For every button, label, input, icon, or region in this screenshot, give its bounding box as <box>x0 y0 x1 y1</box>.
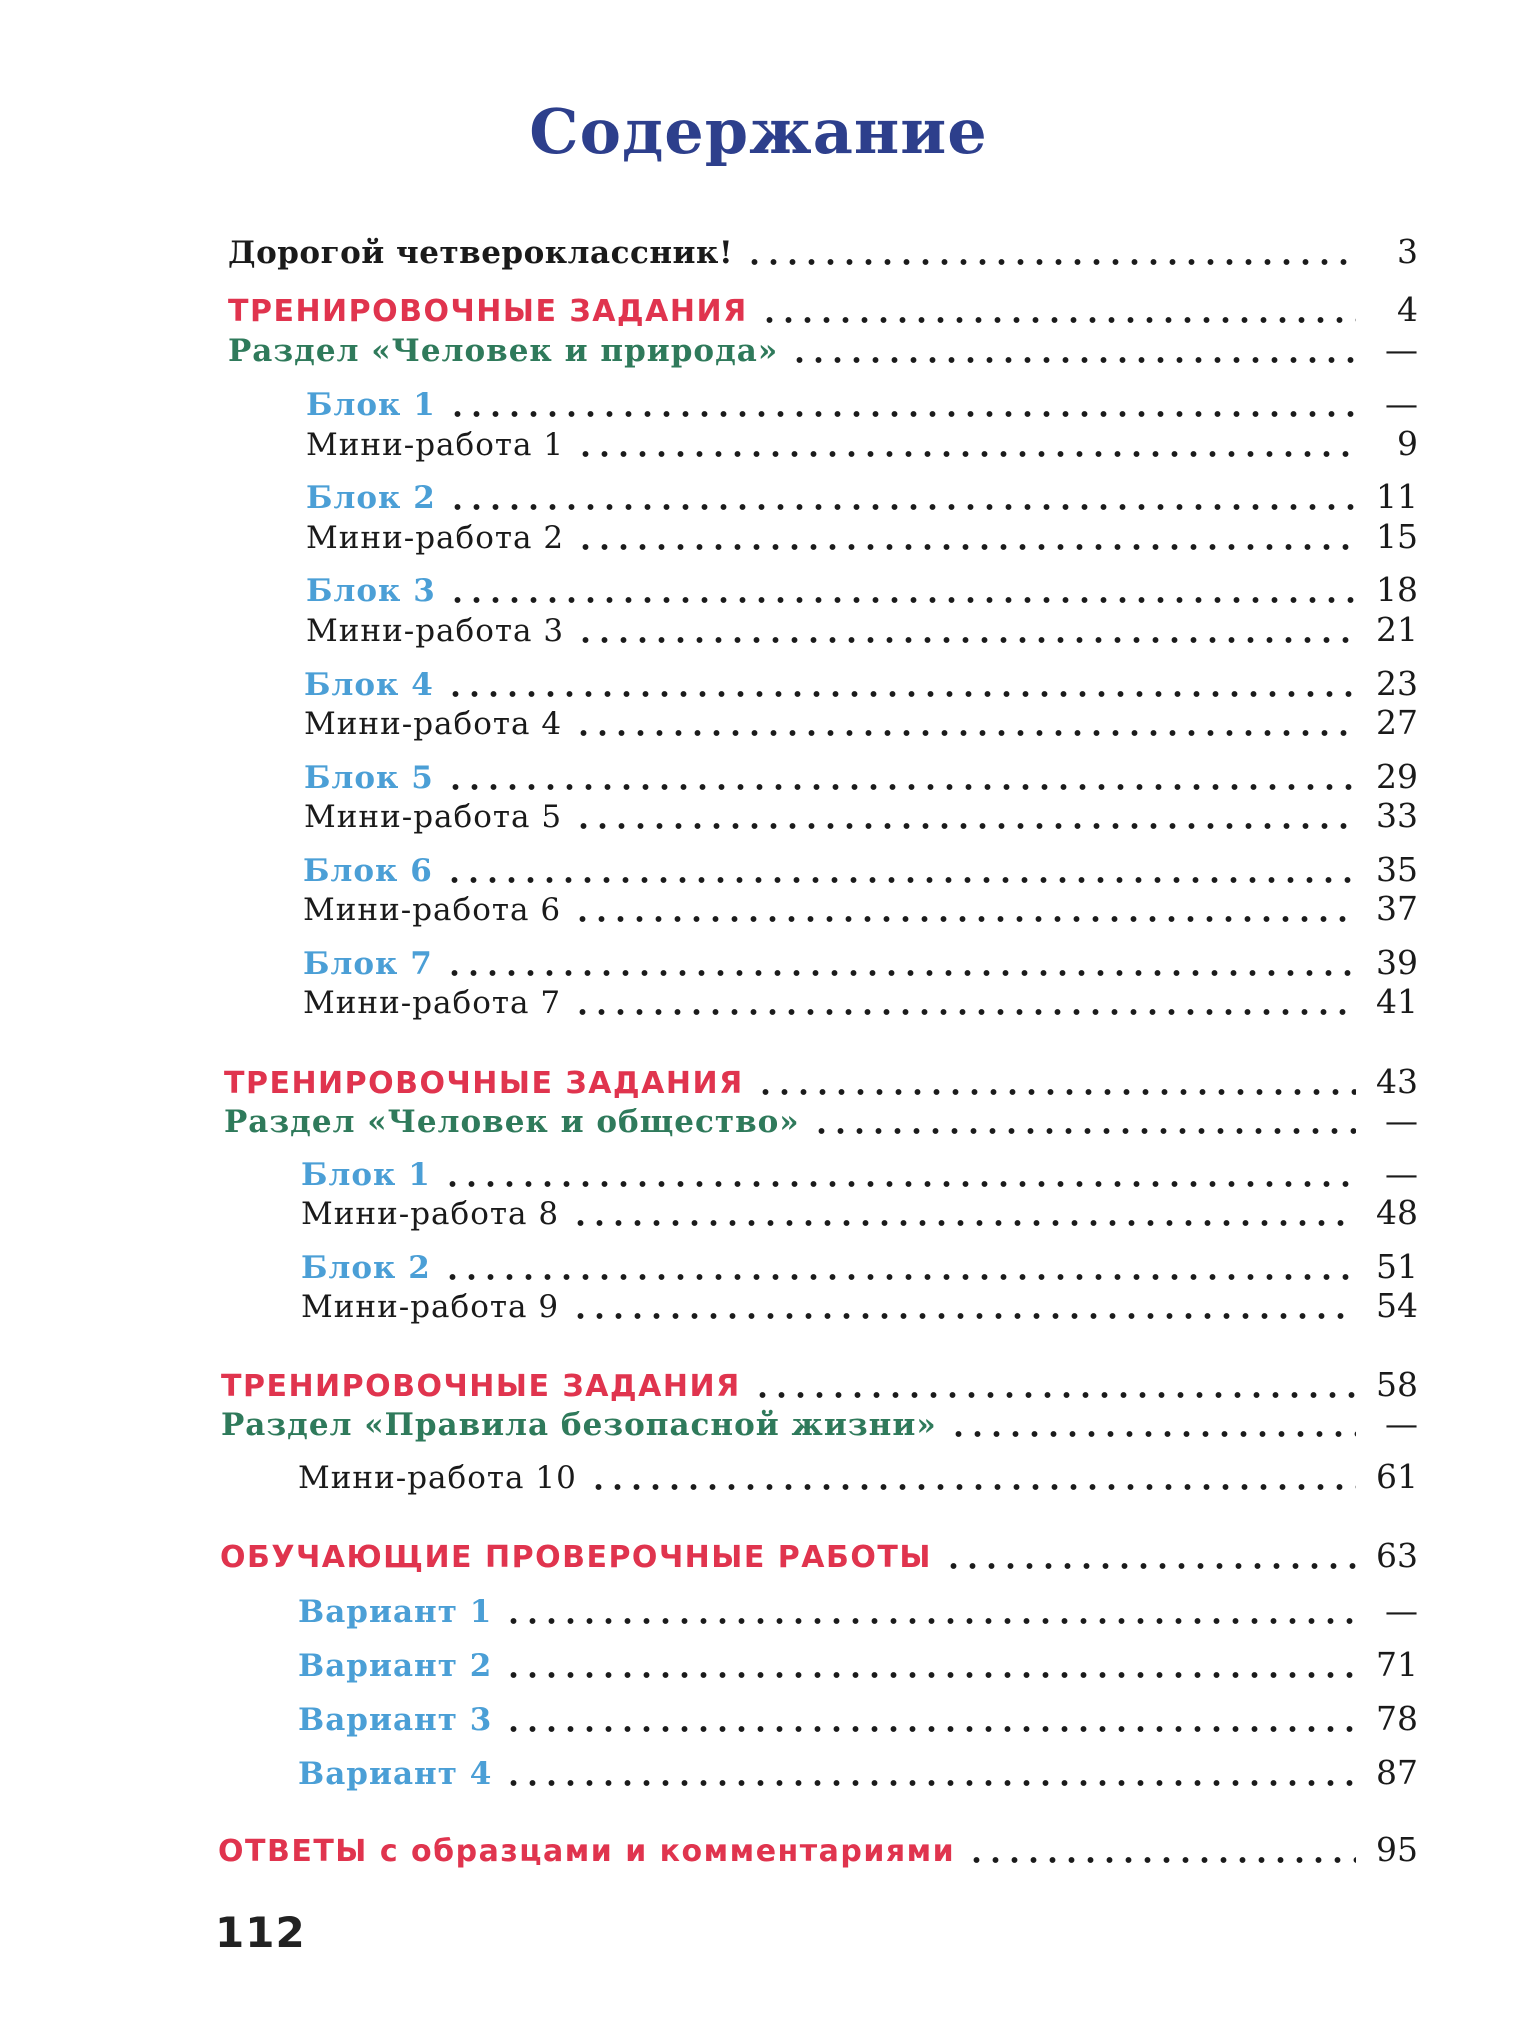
toc-entry-label: Мини-работа 8 <box>301 1196 560 1232</box>
toc-entry-page: 43 <box>1376 1062 1418 1101</box>
toc-entry <box>304 796 1418 836</box>
toc-entry-page: 11 <box>1376 477 1418 516</box>
toc-entry <box>298 1645 1418 1685</box>
dot-leader <box>446 784 1356 790</box>
dot-leader <box>571 1313 1356 1319</box>
toc-entry-label: Мини-работа 10 <box>298 1460 577 1496</box>
dot-leader <box>504 1672 1356 1678</box>
toc-entry <box>228 232 1418 272</box>
toc-entry-page: 63 <box>1376 1536 1418 1575</box>
dot-leader <box>589 1484 1356 1490</box>
toc-entry <box>306 610 1418 650</box>
toc-entry <box>306 517 1418 557</box>
dot-leader <box>756 1089 1356 1095</box>
toc-entry-label: Раздел «Человек и общество» <box>224 1104 800 1140</box>
toc-entry-page: 61 <box>1376 1457 1418 1496</box>
toc-entry-page: 37 <box>1376 889 1418 928</box>
toc-entry <box>224 1062 1418 1102</box>
toc-entry <box>218 1830 1418 1870</box>
toc-entry-page: 9 <box>1397 424 1418 463</box>
toc-entry <box>298 1699 1418 1739</box>
toc-entry-label: ТРЕНИРОВОЧНЫЕ ЗАДАНИЯ <box>221 1369 741 1404</box>
toc-entry-label: Мини-работа 2 <box>306 520 565 556</box>
dot-leader <box>790 357 1356 363</box>
toc-entry-label: Мини-работа 9 <box>301 1289 560 1325</box>
toc-entry-label: Вариант 3 <box>298 1702 493 1738</box>
toc-entry-label: Блок 1 <box>306 387 436 423</box>
dot-leader <box>446 691 1356 697</box>
toc-entry-page: 51 <box>1376 1247 1418 1286</box>
toc-entry-label: Вариант 4 <box>298 1756 493 1792</box>
toc-entry-page: 23 <box>1376 664 1418 703</box>
toc-entry-page: 54 <box>1376 1286 1418 1325</box>
toc-entry-page: 3 <box>1397 232 1418 271</box>
dot-leader <box>448 411 1356 417</box>
toc-entry-page: — <box>1385 330 1418 369</box>
toc-entry-page: 39 <box>1376 943 1418 982</box>
toc-entry-page: 21 <box>1376 610 1418 649</box>
toc-entry <box>306 424 1418 464</box>
toc-entry-label: Блок 3 <box>306 573 436 609</box>
toc-entry-page: 4 <box>1397 290 1418 329</box>
toc-entry <box>306 384 1418 424</box>
dot-leader <box>443 1181 1356 1187</box>
dot-leader <box>448 597 1356 603</box>
toc-entry-page: 15 <box>1376 517 1418 556</box>
toc-entry-label: Блок 5 <box>304 760 434 796</box>
toc-entry <box>220 1536 1418 1576</box>
dot-leader <box>445 877 1356 883</box>
toc-entry <box>303 850 1418 890</box>
dot-leader <box>445 970 1356 976</box>
dot-leader <box>443 1274 1356 1280</box>
dot-leader <box>967 1857 1356 1863</box>
dot-leader <box>576 637 1356 643</box>
dot-leader <box>753 1392 1356 1398</box>
toc-entry-label: Блок 4 <box>304 667 434 703</box>
toc-entry <box>221 1365 1418 1405</box>
toc-entry-label: Блок 2 <box>306 480 436 516</box>
toc-entry <box>301 1286 1418 1326</box>
toc-entry-page: 29 <box>1376 757 1418 796</box>
dot-leader <box>573 916 1356 922</box>
toc-entry-label: ОТВЕТЫ с образцами и комментариями <box>218 1834 956 1869</box>
toc-entry <box>228 330 1418 370</box>
dot-leader <box>574 730 1356 736</box>
toc-entry-label: Вариант 2 <box>298 1648 493 1684</box>
toc-entry-page: 48 <box>1376 1193 1418 1232</box>
toc-entry-page: 95 <box>1376 1830 1418 1869</box>
toc-entry-label: Мини-работа 5 <box>304 799 563 835</box>
toc-entry-page: — <box>1385 384 1418 423</box>
toc-entry-page: — <box>1385 1404 1418 1443</box>
toc-entry-page: 27 <box>1376 703 1418 742</box>
toc-entry <box>303 943 1418 983</box>
toc-entry <box>221 1404 1418 1444</box>
dot-leader <box>448 504 1356 510</box>
toc-entry <box>298 1457 1418 1497</box>
toc-entry-label: Дорогой четвероклассник! <box>228 235 734 271</box>
dot-leader <box>504 1726 1356 1732</box>
toc-entry-page: 71 <box>1376 1645 1418 1684</box>
toc-entry <box>301 1193 1418 1233</box>
toc-entry-page: 78 <box>1376 1699 1418 1738</box>
toc-entry-page: 33 <box>1376 796 1418 835</box>
dot-leader <box>504 1780 1356 1786</box>
dot-leader <box>745 259 1356 265</box>
toc-entry <box>306 570 1418 610</box>
toc-entry-page: 58 <box>1376 1365 1418 1404</box>
toc-entry-label: Блок 6 <box>303 853 433 889</box>
page-title: Содержание <box>529 95 988 168</box>
toc-entry-label: Раздел «Правила безопасной жизни» <box>221 1407 937 1443</box>
toc-entry-label: Мини-работа 4 <box>304 706 563 742</box>
toc-entry-label: Блок 7 <box>303 946 433 982</box>
dot-leader <box>504 1618 1356 1624</box>
dot-leader <box>574 823 1356 829</box>
toc-entry-label: ОБУЧАЮЩИЕ ПРОВЕРОЧНЫЕ РАБОТЫ <box>220 1540 932 1575</box>
toc-entry-page: 18 <box>1376 570 1418 609</box>
toc-entry-label: Блок 2 <box>301 1250 431 1286</box>
toc-entry-page: — <box>1385 1154 1418 1193</box>
toc-entry <box>304 703 1418 743</box>
dot-leader <box>812 1128 1356 1134</box>
toc-entry <box>298 1753 1418 1793</box>
toc-entry-page: 87 <box>1376 1753 1418 1792</box>
dot-leader <box>571 1220 1356 1226</box>
toc-entry-label: Раздел «Человек и природа» <box>228 333 779 369</box>
toc-entry <box>228 290 1418 330</box>
toc-entry-label: Мини-работа 1 <box>306 427 565 463</box>
dot-leader <box>573 1009 1356 1015</box>
toc-entry-label: Мини-работа 6 <box>303 892 562 928</box>
dot-leader <box>576 451 1356 457</box>
toc-entry <box>303 982 1418 1022</box>
toc-entry <box>224 1101 1418 1141</box>
page-number: 112 <box>215 1908 306 1957</box>
toc-entry <box>304 664 1418 704</box>
toc-entry <box>298 1591 1418 1631</box>
toc-entry <box>303 889 1418 929</box>
dot-leader <box>576 544 1356 550</box>
toc-entry <box>301 1154 1418 1194</box>
toc-entry-label: ТРЕНИРОВОЧНЫЕ ЗАДАНИЯ <box>228 294 748 329</box>
toc-entry-page: — <box>1385 1101 1418 1140</box>
toc-entry-label: Вариант 1 <box>298 1594 493 1630</box>
toc-entry-label: Мини-работа 3 <box>306 613 565 649</box>
dot-leader <box>760 317 1356 323</box>
dot-leader <box>949 1431 1356 1437</box>
toc-entry-label: Блок 1 <box>301 1157 431 1193</box>
toc-entry <box>301 1247 1418 1287</box>
toc-entry-page: 41 <box>1376 982 1418 1021</box>
toc-entry-page: — <box>1385 1591 1418 1630</box>
toc-entry-page: 35 <box>1376 850 1418 889</box>
toc-entry-label: Мини-работа 7 <box>303 985 562 1021</box>
toc-entry <box>304 757 1418 797</box>
dot-leader <box>944 1563 1356 1569</box>
toc-entry <box>306 477 1418 517</box>
toc-entry-label: ТРЕНИРОВОЧНЫЕ ЗАДАНИЯ <box>224 1066 744 1101</box>
